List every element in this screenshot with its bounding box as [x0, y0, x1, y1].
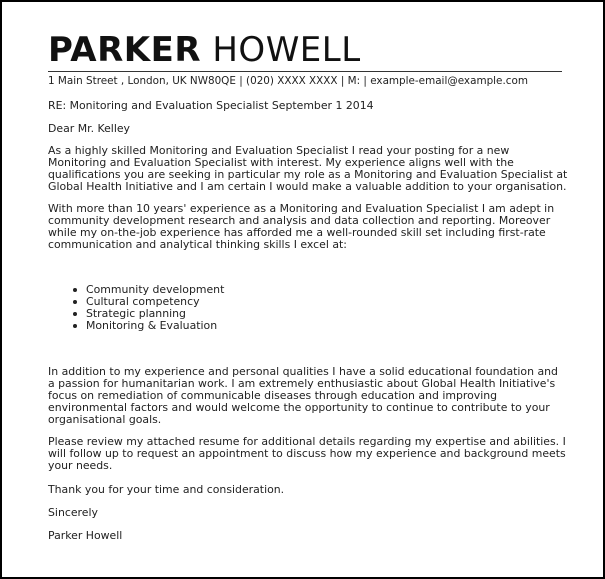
first-name: PARKER [48, 30, 202, 70]
skill-label: Monitoring & Evaluation [86, 319, 218, 332]
re-line: RE: Monitoring and Evaluation Specialist September 1 2014 [48, 99, 374, 112]
greeting: Dear Mr. Kelley [48, 122, 130, 135]
bullet-icon [73, 324, 77, 328]
signature-name: Parker Howell [48, 529, 123, 542]
skill-label: Strategic planning [86, 307, 186, 320]
paragraph-intro: As a highly skilled Monitoring and Evaluation Specialist I read your posting for a new Monitoring and Evaluation Specialist with interest. My experience aligns well with the qualifications you are seeking in particular my role as a Monitoring and Evaluation Specialist at Global Health Initiative and I am certain I would make a valuable addition to your organisation. [48, 144, 568, 193]
paragraph-follow-up: Please review my attached resume for additional details regarding my expertise and abilities. I will follow up to request an appointment to discuss how my experience and background meets your needs. [48, 435, 566, 472]
paragraph-education: In addition to my experience and personal qualities I have a solid educational foundation and a passion for humanitarian work. I am extremely enthusiastic about Global Health Initiative's focus on remediation of communicable diseases through education and improving environmental factors and would welcome the opportunity to continue to contribute to your organisational goals. [48, 365, 558, 426]
skill-label: Cultural competency [86, 295, 200, 308]
bullet-icon [73, 288, 77, 292]
cover-letter [48, 30, 568, 542]
bullet-icon [73, 300, 77, 304]
contact-line: 1 Main Street , London, UK NW80QE | (020) XXXX XXXX | M: | example-email@example.com [48, 71, 562, 88]
skill-label: Community development [86, 283, 225, 296]
closing: Sincerely [48, 506, 98, 519]
last-name: HOWELL [212, 30, 361, 70]
skills-list [48, 284, 568, 332]
thanks-line: Thank you for your time and consideration. [48, 483, 285, 496]
applicant-name [48, 30, 568, 70]
list-item [73, 320, 568, 332]
paragraph-experience: With more than 10 years' experience as a Monitoring and Evaluation Specialist I am adept in community development research and analysis and data collection and reporting. Moreover while my on-the-job experience has afforded me a well-rounded skill set including first-rate communication and analytical thinking skills I excel at: [48, 202, 555, 251]
bullet-icon [73, 312, 77, 316]
